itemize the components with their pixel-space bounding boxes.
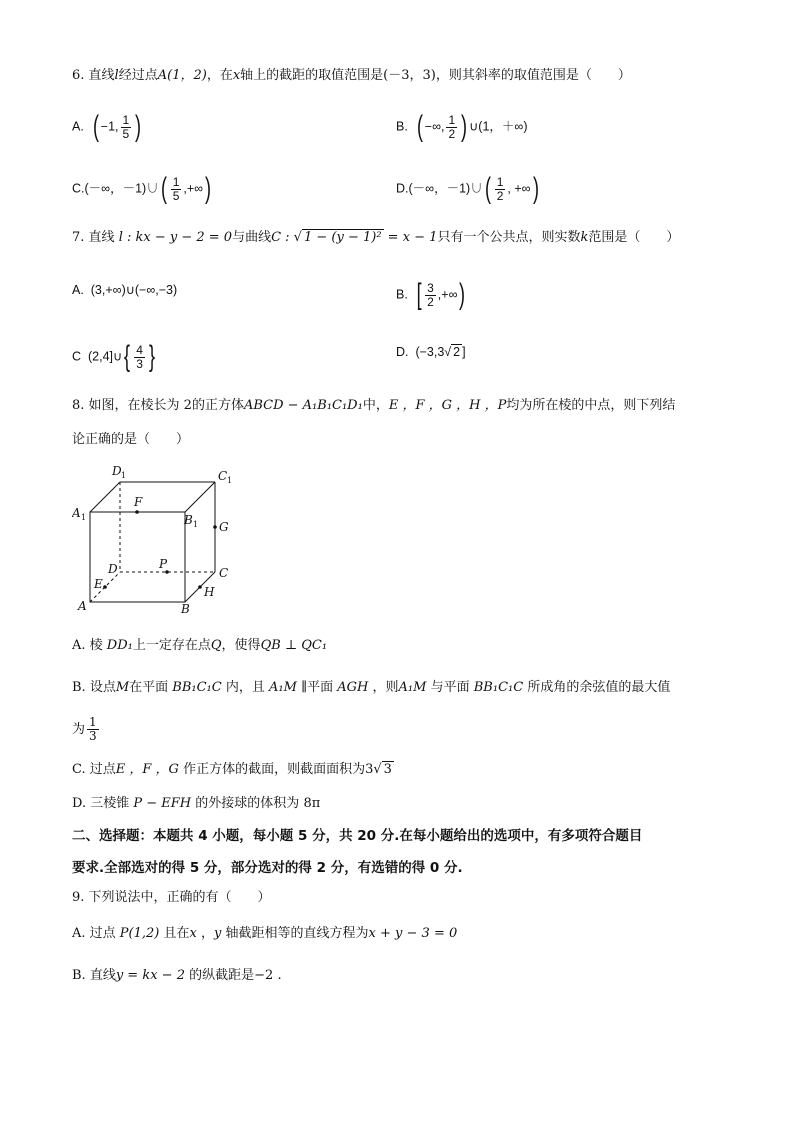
q7-option-a: A. (3,+∞)∪(−∞,−3) [72,283,178,297]
label-a: A [78,599,87,613]
svg-text:1: 1 [81,513,87,522]
q7-option-c: C (2,4]∪{ $\frac{4}{3}$ } [72,340,155,373]
section2-heading: 二、选择题：本题共 4 小题，每小题 5 分，共 20 分.在每小题给出的选项中，有多项符合题目 [72,828,643,844]
q8-option-a: A. 棱 DD₁上一定存在点Q，使得QB ⊥ QC₁ [72,638,328,653]
q8-option-d: D. 三棱锥 P − EFH 的外接球的体积为 8π [72,796,321,811]
q6-stem: 6. 直线l经过点A(1，2)，在x轴上的截距的取值范围是(－3，3)，则其斜率的取值范围是（ ） [72,68,631,83]
fraction: $\frac{1}{2}$ [448,112,456,141]
fraction: $\frac{1}{5}$ [172,174,180,203]
label-a1: A [72,506,81,520]
q6-option-a: A. ( −1, $\frac{1}{5}$ ) [72,110,142,143]
q8-option-c: C. 过点E ，F ，G 作正方体的截面，则截面面积为3√ 3 [72,762,392,777]
q6-option-b: B. ( −∞, $\frac{1}{2}$ ) ∪(1，＋∞) [396,110,528,143]
svg-text:1: 1 [193,520,199,529]
section2-heading-line2: 要求.全部选对的得 5 分，部分选对的得 2 分，有选错的得 0 分. [72,860,463,876]
label-p: P [159,557,168,571]
point-e [103,585,107,589]
label-b1: B [184,513,193,527]
label-c: C [219,566,229,580]
fraction: $\frac{1}{3}$ [89,715,97,743]
label-c1: C [218,469,228,483]
q6-option-c: C.(－∞，－1)∪( $\frac{1}{5}$ ,+∞) [72,172,212,205]
point-f [135,510,139,514]
q6-option-d: D.(－∞，－1)∪( $\frac{1}{2}$ , +∞) [396,172,539,205]
q8-stem: 8. 如图，在棱长为 2的正方体ABCD − A₁B₁C₁D₁中，E ，F ，G ，H ，P均为所在棱的中点，则下列结 [72,398,676,413]
fraction: $\frac{1}{5}$ [122,112,130,141]
q8-option-b: B. 设点M在平面 BB₁C₁C 内，且 A₁M ∥平面 AGH ，则A₁M 与平面 BB₁C₁C 所成角的余弦值的最大值 [72,680,671,695]
q8-stem-line2: 论正确的是（ ） [72,432,190,447]
q7-option-b: B. [ $\frac{3}{2}$ ,+∞) [396,278,466,311]
q7-option-d: D. (−3,3√ 2 ] [396,345,466,359]
label-e: E [94,577,103,591]
cube-figure [72,460,242,620]
q9-stem: 9. 下列说法中，正确的有（ ） [72,890,271,905]
label-h: H [204,585,215,599]
label-g: G [219,520,229,534]
fraction: $\frac{3}{2}$ [427,280,434,309]
fraction: $\frac{1}{2}$ [496,174,504,203]
label-d1: D [112,464,122,478]
label-f: F [134,495,143,509]
cube-edge [185,482,215,512]
svg-text:1: 1 [121,471,127,480]
point-h [198,585,202,589]
cube-edge [90,482,120,512]
q7-stem: 7. 直线 l : kx − y − 2 = 0与曲线C : √ 1 − (y − 1)² = x − 1只有一个公共点，则实数k范围是（ ） [72,230,680,245]
label-b: B [181,602,190,616]
point-g [213,525,217,529]
q9-option-b: B. 直线y = kx − 2 的纵截距是−2 . [72,968,282,983]
q8-option-b-line2: 为 $\frac{1}{3}$ [72,715,97,743]
svg-text:1: 1 [227,476,233,485]
label-d: D [108,562,118,576]
q9-option-a: A. 过点 P(1,2) 且在x ，y 轴截距相等的直线方程为x + y − 3 = 0 [72,926,458,941]
fraction: $\frac{4}{3}$ [136,342,143,371]
